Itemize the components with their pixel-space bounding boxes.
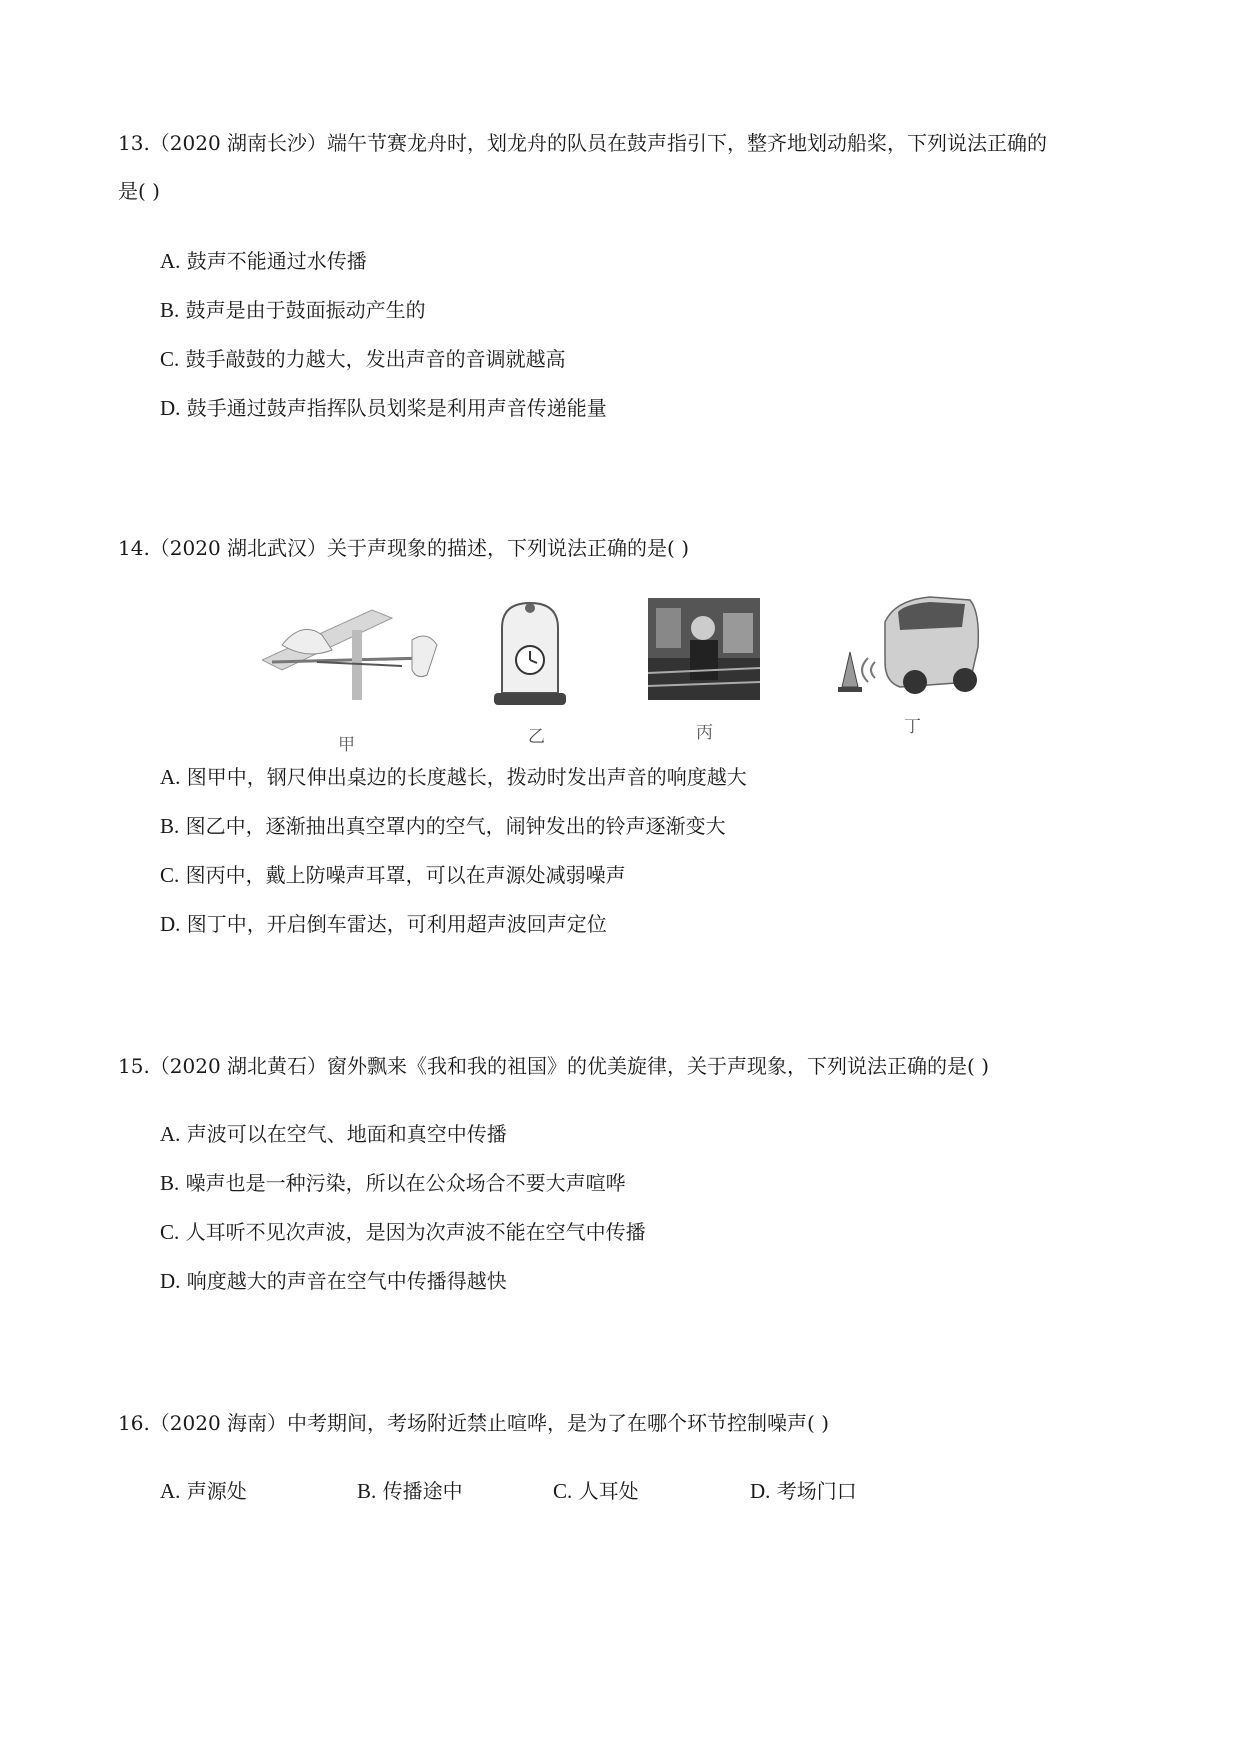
q14-option-a[interactable]	[160, 764, 747, 790]
figure-caption-yi: 乙	[528, 727, 545, 747]
q16-option-a[interactable]	[160, 1478, 247, 1504]
figure-yi-bell-jar-clock	[490, 598, 570, 710]
option-text: 传播途中	[382, 1479, 463, 1503]
option-letter: C.	[160, 347, 180, 371]
option-text: 响度越大的声音在空气中传播得越快	[186, 1269, 507, 1293]
figure-caption-jia: 甲	[338, 735, 355, 755]
option-text: 声波可以在空气、地面和真空中传播	[186, 1122, 507, 1146]
option-letter: D.	[160, 1269, 181, 1293]
option-text: 考场门口	[776, 1479, 857, 1503]
option-letter: D.	[160, 912, 181, 936]
question-15-text: 15.（2020 湖北黄石）窗外飘来《我和我的祖国》的优美旋律，关于声现象，下列说法正确的是( )	[118, 1054, 990, 1078]
q16-option-d[interactable]	[750, 1478, 857, 1504]
option-letter: C.	[160, 863, 180, 887]
option-letter: B.	[160, 1171, 180, 1195]
q13-option-a[interactable]	[160, 248, 367, 274]
figure-caption-ding: 丁	[904, 717, 921, 737]
question-13-text-cont: 是( )	[118, 179, 160, 203]
q15-option-a[interactable]	[160, 1121, 507, 1147]
q15-option-b[interactable]	[160, 1170, 626, 1196]
option-text: 鼓手通过鼓声指挥队员划桨是利用声音传递能量	[186, 396, 607, 420]
option-letter: B.	[160, 814, 180, 838]
q14-option-d[interactable]	[160, 911, 607, 937]
question-14-text: 14.（2020 湖北武汉）关于声现象的描述，下列说法正确的是( )	[118, 536, 690, 560]
option-letter: D.	[160, 396, 181, 420]
option-text: 人耳处	[578, 1479, 639, 1503]
option-text: 图乙中，逐渐抽出真空罩内的空气，闹钟发出的铃声逐渐变大	[185, 814, 726, 838]
option-letter: C.	[160, 1220, 180, 1244]
option-letter: B.	[357, 1479, 377, 1503]
option-text: 人耳听不见次声波，是因为次声波不能在空气中传播	[185, 1220, 646, 1244]
q14-option-b[interactable]	[160, 813, 726, 839]
figure-ding-reversing-car-radar	[830, 592, 980, 707]
option-letter: C.	[553, 1479, 573, 1503]
q13-option-b[interactable]	[160, 297, 426, 323]
option-text: 图丙中，戴上防噪声耳罩，可以在声源处减弱噪声	[185, 863, 626, 887]
q13-option-c[interactable]	[160, 346, 566, 372]
option-letter: D.	[750, 1479, 771, 1503]
option-text: 鼓声是由于鼓面振动产生的	[185, 298, 426, 322]
option-text: 图甲中，钢尺伸出桌边的长度越长，拨动时发出声音的响度越大	[186, 765, 747, 789]
figure-jia-ruler-on-table	[262, 600, 442, 712]
option-letter: B.	[160, 298, 180, 322]
figure-bing-worker-earmuffs	[648, 598, 760, 700]
option-text: 声源处	[186, 1479, 247, 1503]
q15-option-c[interactable]	[160, 1219, 646, 1245]
option-letter: A.	[160, 249, 181, 273]
option-letter: A.	[160, 765, 181, 789]
q13-option-d[interactable]	[160, 395, 607, 421]
q16-option-c[interactable]	[553, 1478, 639, 1504]
question-13-text: 13.（2020 湖南长沙）端午节赛龙舟时，划龙舟的队员在鼓声指引下，整齐地划动船桨，下列说法正确的	[118, 131, 1048, 155]
option-letter: A.	[160, 1122, 181, 1146]
q16-option-b[interactable]	[357, 1478, 463, 1504]
q14-option-c[interactable]	[160, 862, 626, 888]
question-16-text: 16.（2020 海南）中考期间，考场附近禁止喧哗，是为了在哪个环节控制噪声( )	[118, 1411, 830, 1435]
option-text: 鼓声不能通过水传播	[186, 249, 367, 273]
option-text: 噪声也是一种污染，所以在公众场合不要大声喧哗	[185, 1171, 626, 1195]
option-letter: A.	[160, 1479, 181, 1503]
q15-option-d[interactable]	[160, 1268, 507, 1294]
option-text: 图丁中，开启倒车雷达，可利用超声波回声定位	[186, 912, 607, 936]
figure-caption-bing: 丙	[696, 723, 713, 743]
option-text: 鼓手敲鼓的力越大，发出声音的音调就越高	[185, 347, 566, 371]
